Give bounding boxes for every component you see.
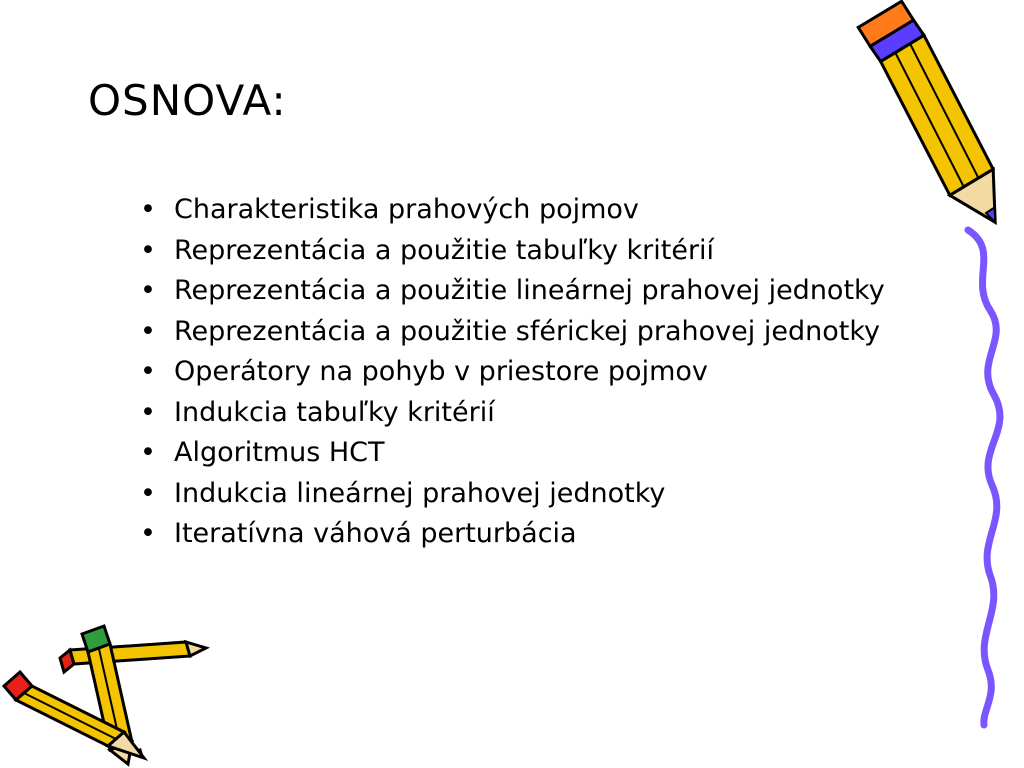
bullet-dot-icon: • <box>140 275 156 306</box>
list-item-text: Algoritmus HCT <box>174 437 385 468</box>
list-item-text: Indukcia lineárnej prahovej jednotky <box>174 477 666 509</box>
list-item-text: Indukcia tabuľky kritérií <box>174 396 495 428</box>
list-item-text: Reprezentácia a použitie lineárnej prahovej jednotky <box>174 275 885 306</box>
list-item <box>138 352 898 393</box>
pencil-group-icon <box>0 620 210 768</box>
pencil-icon <box>848 0 1024 250</box>
list-item <box>138 190 898 231</box>
list-item-text: Reprezentácia a použitie sférickej prahovej jednotky <box>174 315 880 347</box>
list-item <box>138 433 898 474</box>
bullet-dot-icon: • <box>140 437 156 468</box>
bullet-dot-icon: • <box>140 356 156 387</box>
pencil-horizontal <box>60 642 206 672</box>
bullet-dot-icon: • <box>140 396 156 428</box>
bullet-dot-icon: • <box>140 234 156 266</box>
list-item-text: Charakteristika prahových pojmov <box>174 194 639 225</box>
bullet-dot-icon: • <box>140 518 156 549</box>
bullet-list <box>138 190 898 555</box>
list-item-text: Operátory na pohyb v priestore pojmov <box>174 356 708 387</box>
bullet-dot-icon: • <box>140 194 156 225</box>
pencil-body-top-right <box>878 30 997 200</box>
squiggle-line-icon <box>960 230 1024 730</box>
list-item <box>138 312 898 353</box>
list-item <box>138 393 898 434</box>
list-item <box>138 514 898 555</box>
list-item <box>138 474 898 515</box>
list-item <box>138 271 898 312</box>
list-item-text: Iteratívna váhová perturbácia <box>174 518 577 549</box>
bullet-dot-icon: • <box>140 315 156 347</box>
bullet-dot-icon: • <box>140 477 156 509</box>
list-item-text: Reprezentácia a použitie tabuľky kritérií <box>174 234 715 266</box>
list-item <box>138 231 898 272</box>
slide-title: OSNOVA: <box>88 76 287 125</box>
